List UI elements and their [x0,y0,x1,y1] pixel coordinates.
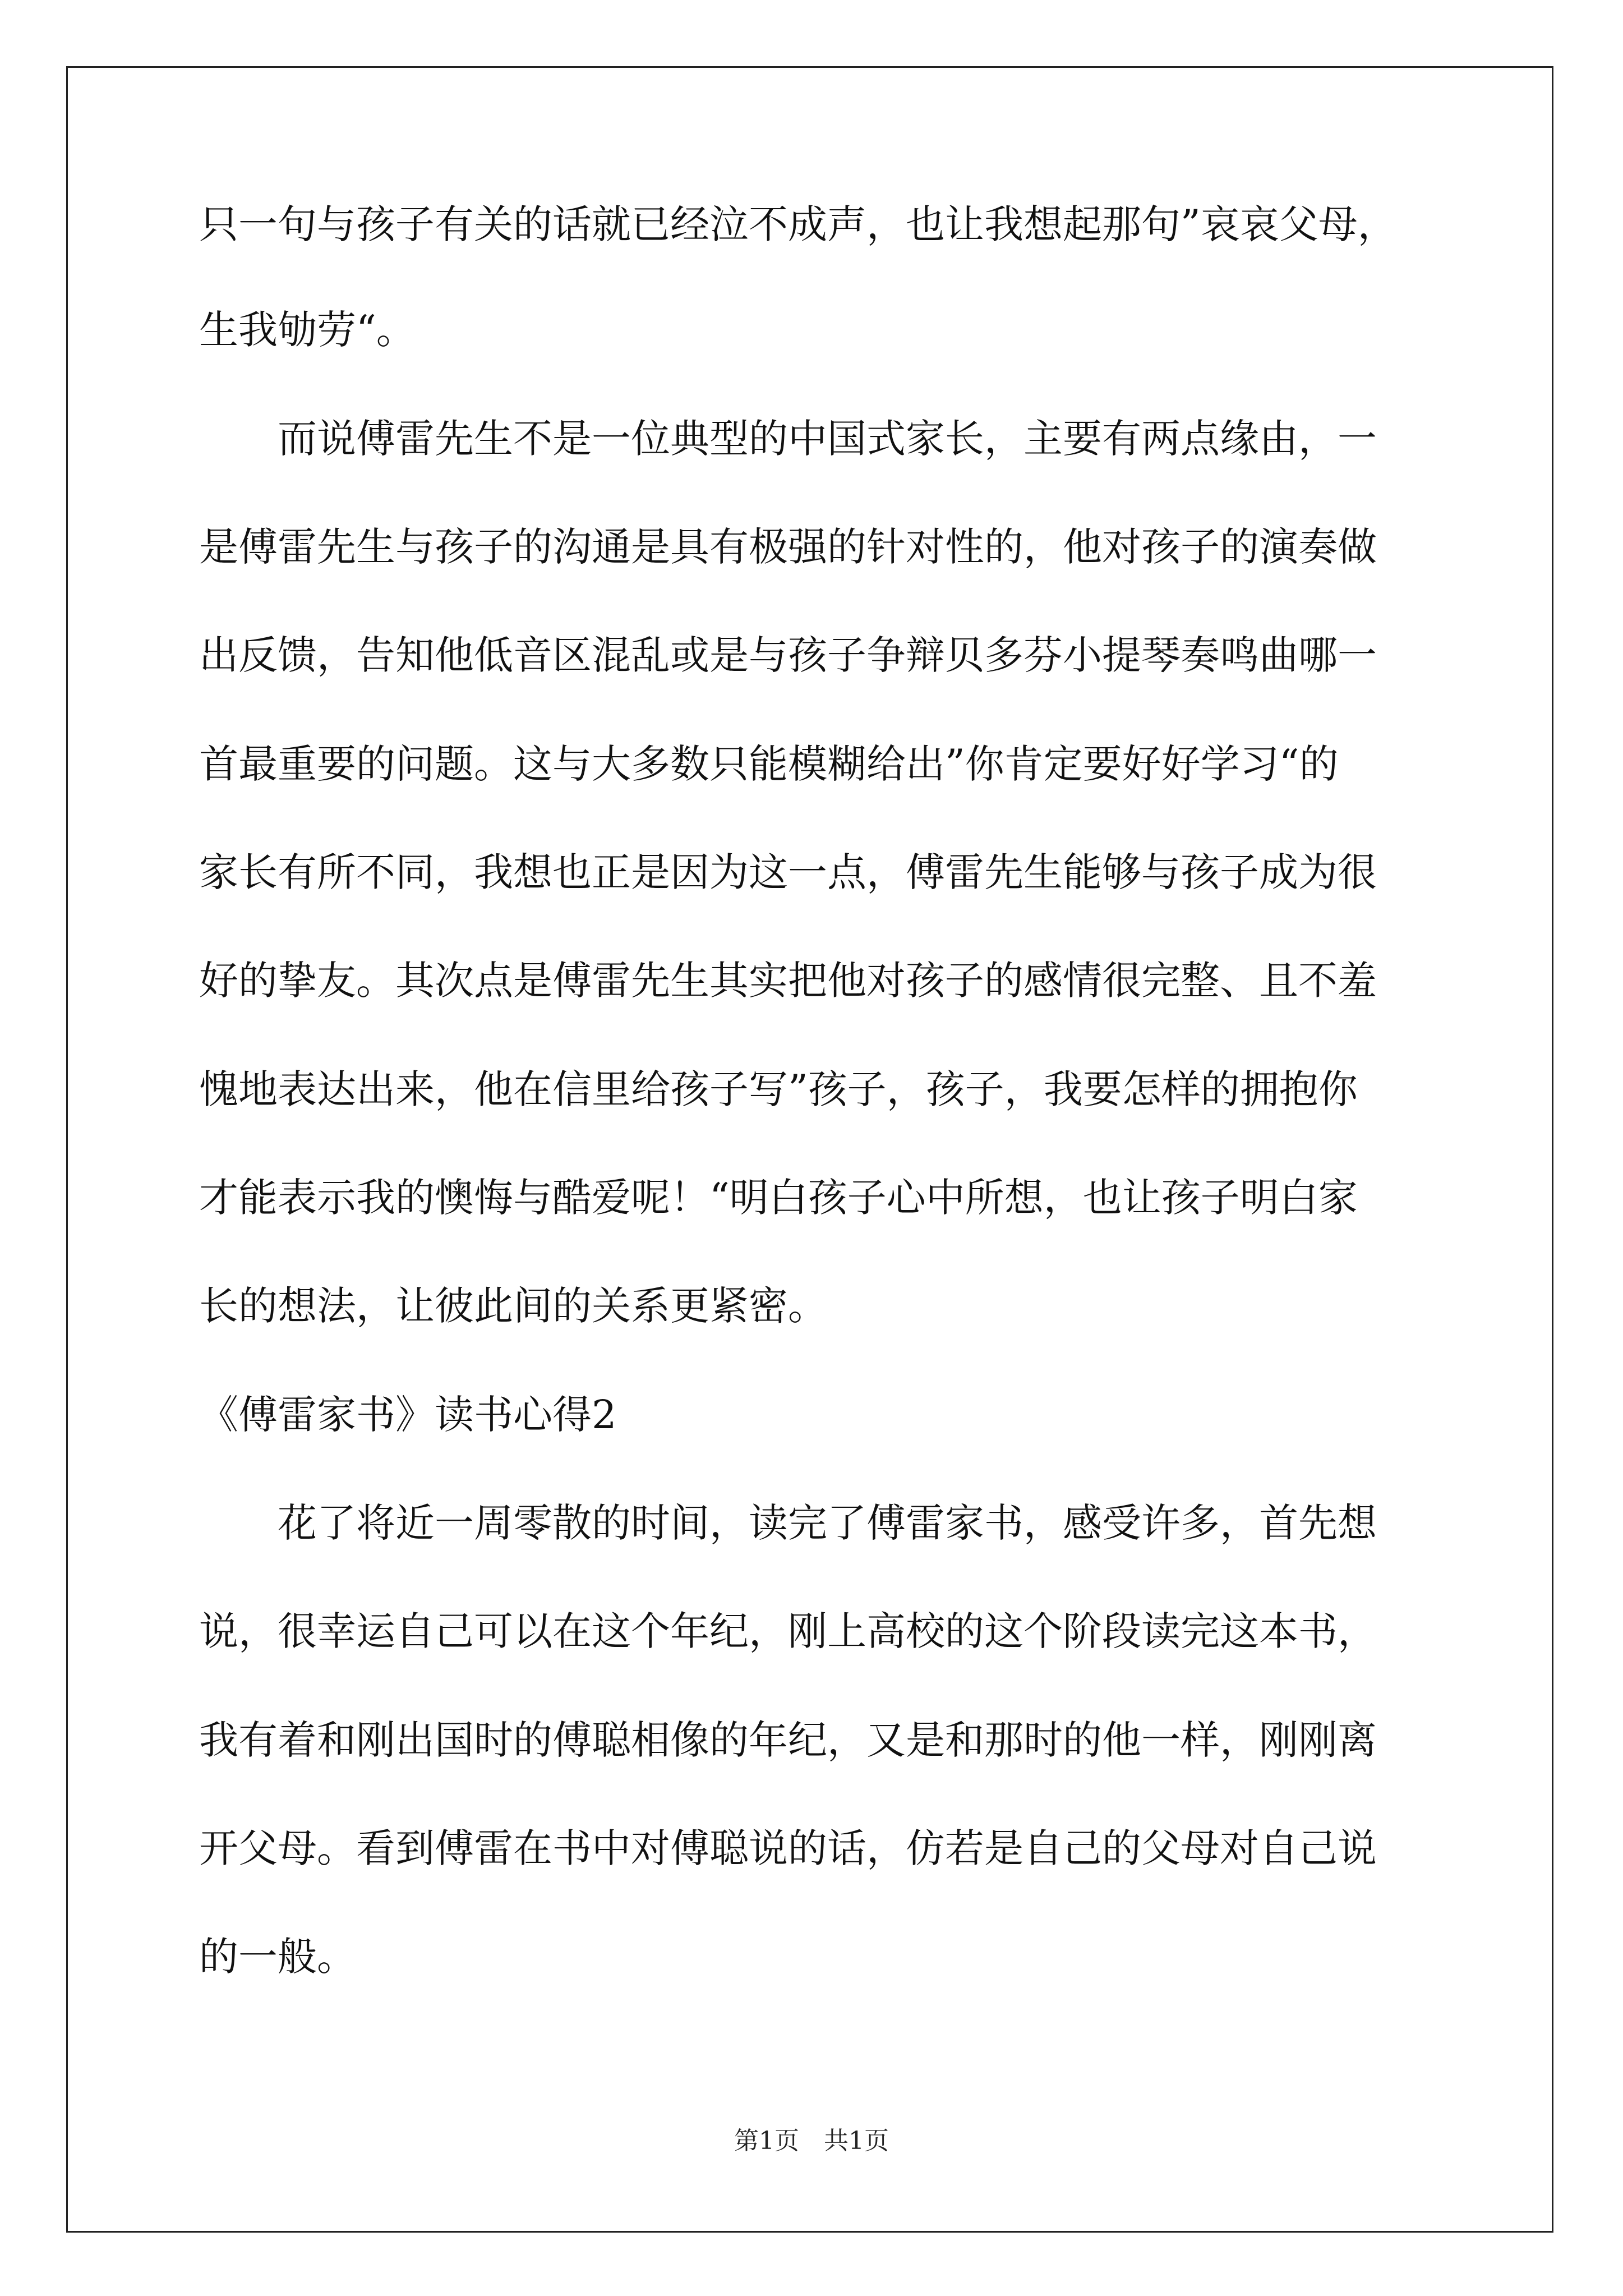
section-heading: 《傅雷家书》读书心得2 [199,1392,617,1438]
text-line: 生我劬劳“。 [199,307,416,353]
text-line: 长的想法，让彼此间的关系更紧密。 [199,1283,827,1329]
text-line: 好的挚友。其次点是傅雷先生其实把他对孩子的感情很完整、且不羞 [199,958,1377,1004]
text-line: 的一般。 [199,1934,356,1980]
paragraph-start-line: 而说傅雷先生不是一位典型的中国式家长，主要有两点缘由，一 [278,416,1377,462]
text-line: 首最重要的问题。这与大多数只能模糊给出”你肯定要好好学习“的 [199,741,1339,787]
text-line: 出反馈，告知他低音区混乱或是与孩子争辩贝多芬小提琴奏鸣曲哪一 [199,632,1377,678]
text-line: 只一句与孩子有关的话就已经泣不成声，也让我想起那句”哀哀父母， [199,201,1397,247]
text-line: 愧地表达出来，他在信里给孩子写”孩子，孩子，我要怎样的拥抱你 [199,1066,1358,1112]
page-number-footer: 第1页 共1页 [734,2127,889,2155]
paragraph-start-line: 花了将近一周零散的时间，读完了傅雷家书，感受许多，首先想 [278,1500,1377,1546]
page-border [66,66,1553,2233]
text-line: 开父母。看到傅雷在书中对傅聪说的话，仿若是自己的父母对自己说 [199,1825,1377,1871]
text-line: 我有着和刚出国时的傅聪相像的年纪，又是和那时的他一样，刚刚离 [199,1717,1377,1763]
text-line: 是傅雷先生与孩子的沟通是具有极强的针对性的，他对孩子的演奏做 [199,524,1377,570]
text-line: 说，很幸运自己可以在这个年纪，刚上高校的这个阶段读完这本书， [199,1608,1377,1654]
text-line: 才能表示我的懊悔与酷爱呢！“明白孩子心中所想，也让孩子明白家 [199,1175,1358,1221]
text-line: 家长有所不同，我想也正是因为这一点，傅雷先生能够与孩子成为很 [199,849,1377,895]
